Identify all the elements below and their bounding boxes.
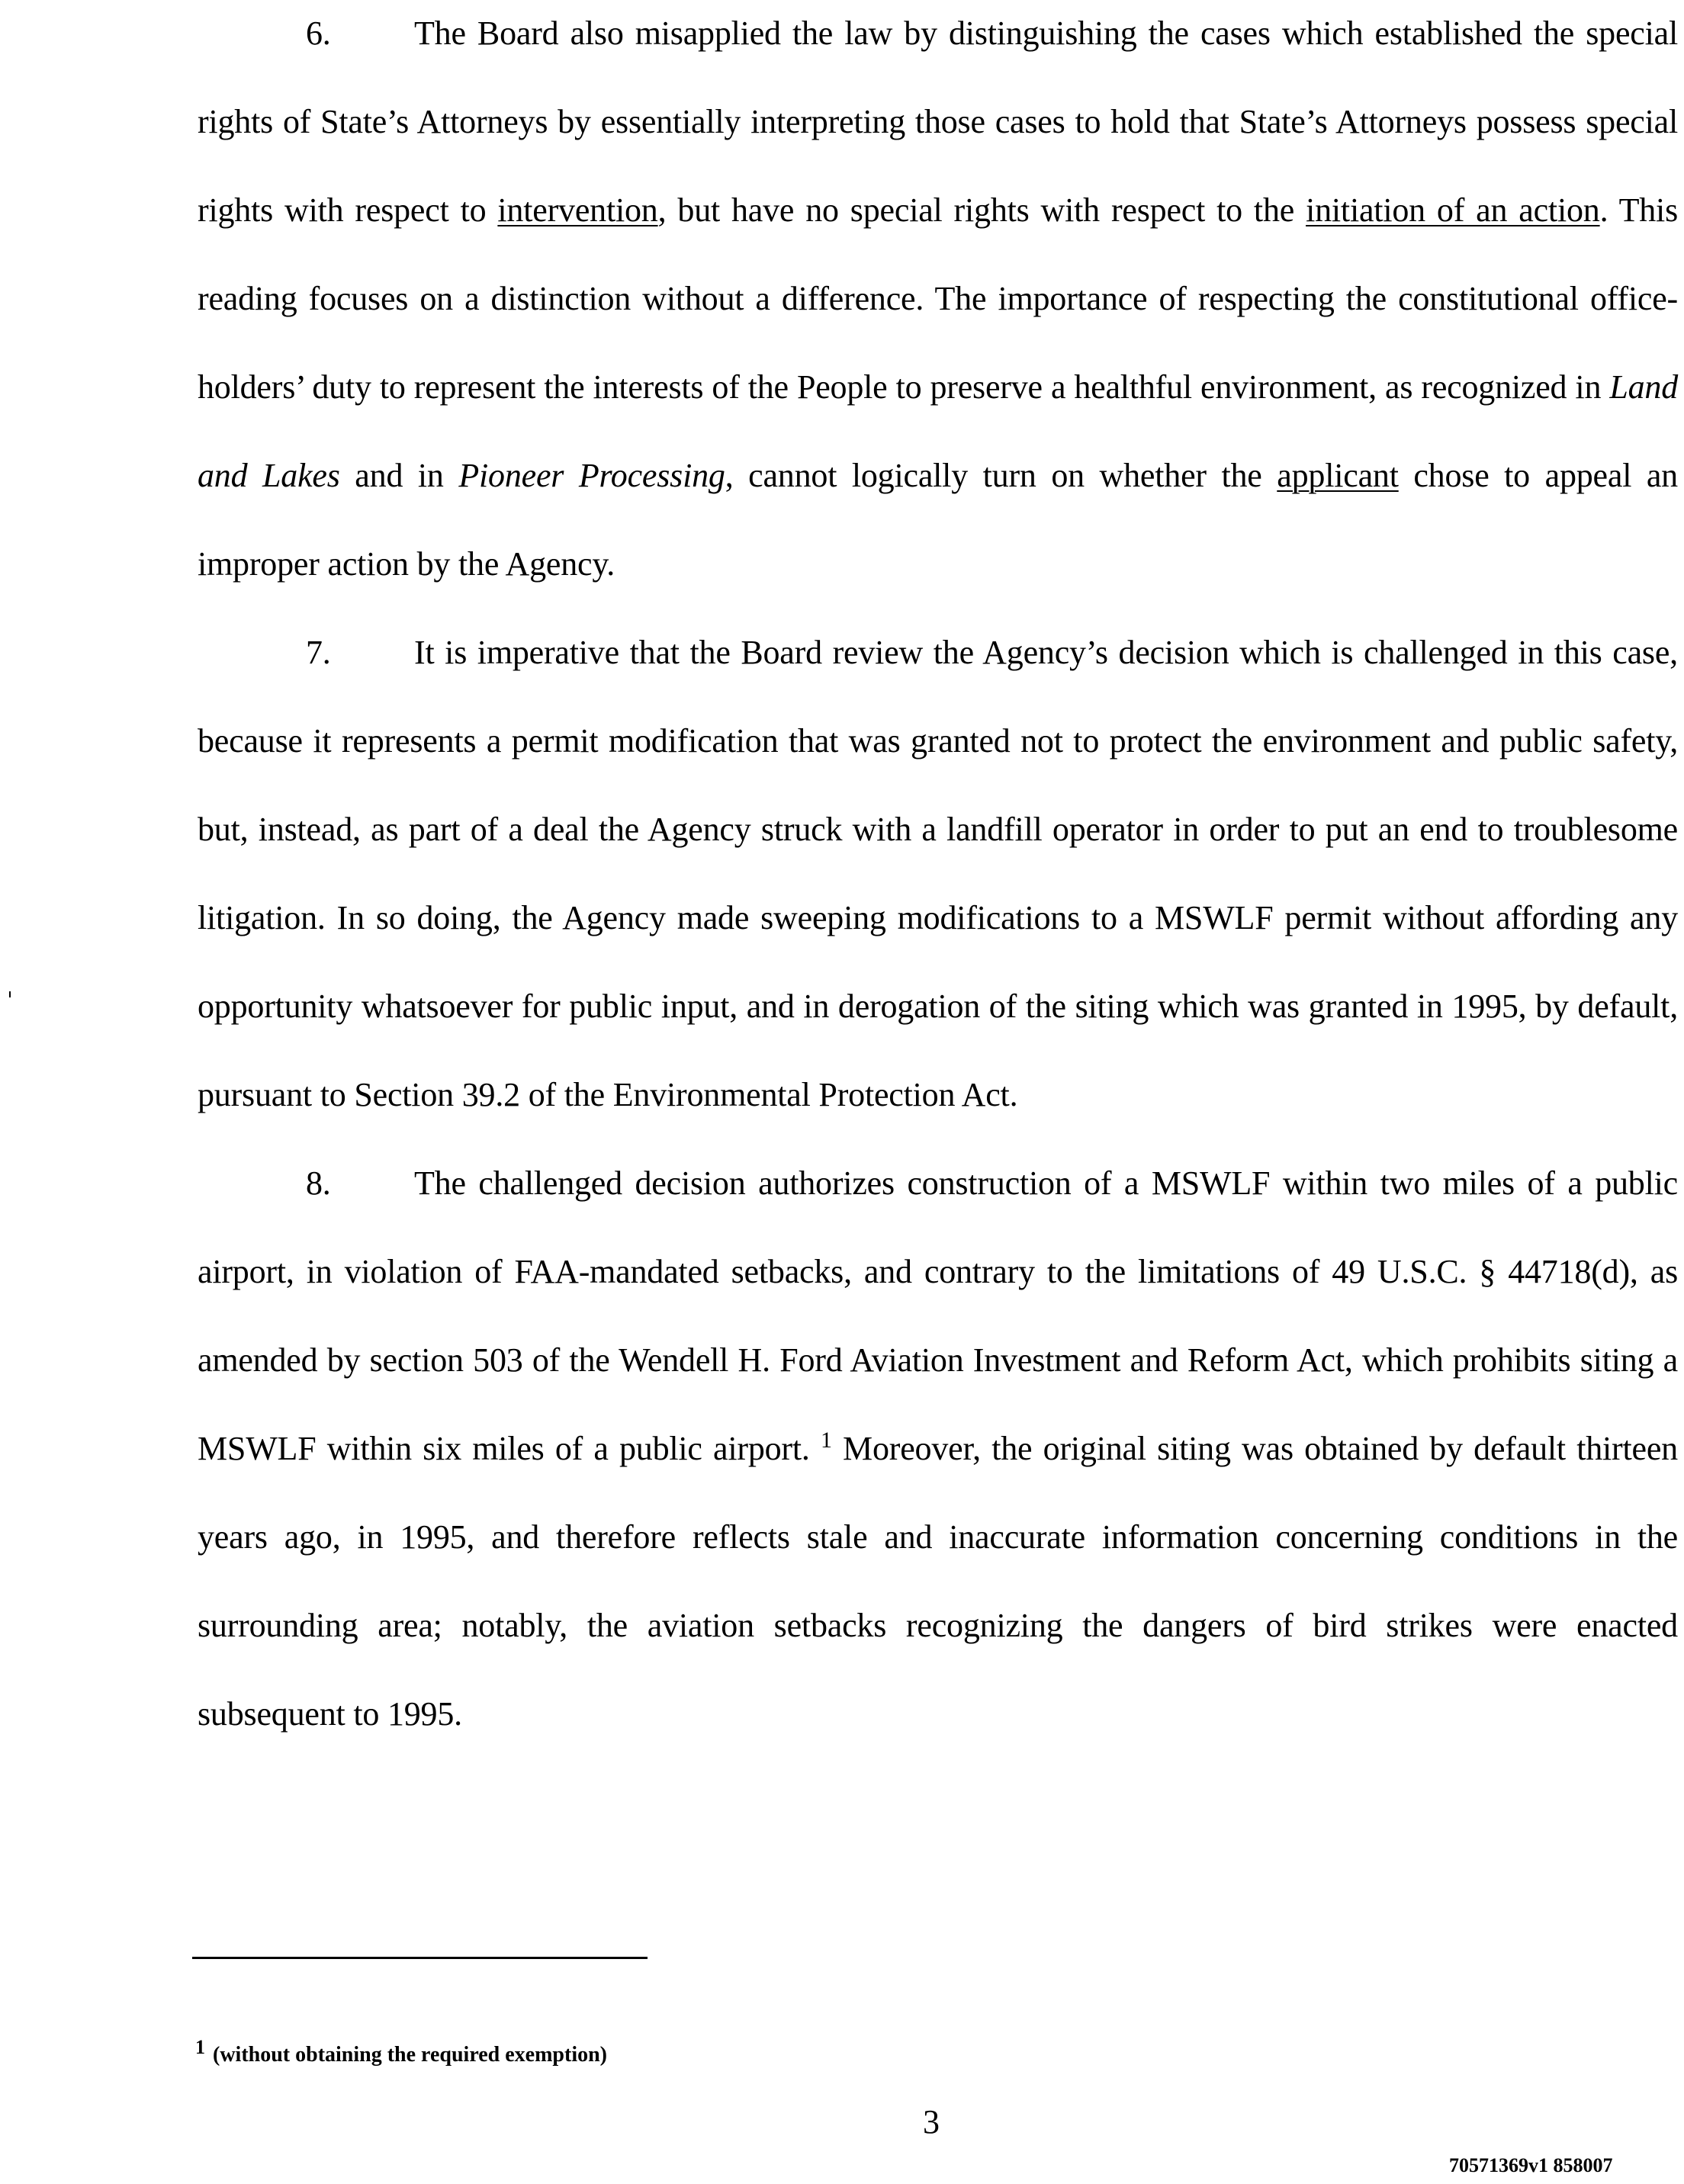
paragraph-6 bbox=[198, 0, 1678, 609]
margin-mark bbox=[9, 991, 11, 997]
paragraph-8 bbox=[198, 1139, 1678, 1758]
text-run: , but have no special rights with respect to the bbox=[657, 191, 1306, 229]
underlined-term: initiation of an action bbox=[1306, 191, 1600, 229]
text-run: It is imperative that the Board review the Agency’s decision which is challenged in this case, because it represents a permit modification that was granted not to protect the environment and public safety, but, instead, as part of a deal the Agency struck with a landfill operator in order to put an end to troublesome litigation. In so doing, the Agency made sweeping modifications to a MSWLF permit without affording any opportunity whatsoever for public input, and in derogation of the siting which was granted in 1995, by default, pursuant to Section 39.2 of the Environmental Protection Act. bbox=[198, 634, 1678, 1113]
paragraph-number: 8. bbox=[306, 1164, 331, 1202]
text-run: The challenged decision authorizes construction of a MSWLF within two miles of a public airport, in violation of FAA-mandated setbacks, and contrary to the limitations of 49 U.S.C. § 44718(d), as amended by section 503 of the Wendell H. Ford Aviation Investment and Reform Act, which prohibits siting a MSWLF within six miles of a public airport. bbox=[198, 1164, 1678, 1467]
case-name: Pioneer Processing bbox=[458, 457, 725, 494]
text-run: and in bbox=[339, 457, 459, 494]
document-id: 70571369v1 858007 bbox=[1449, 2154, 1613, 2176]
underlined-term: intervention bbox=[497, 191, 658, 229]
case-name: Land and Lakes bbox=[198, 368, 1678, 494]
paragraph-number: 6. bbox=[306, 14, 331, 52]
footnote-mark: 1 bbox=[195, 2036, 205, 2058]
paragraph-number: 7. bbox=[306, 634, 331, 671]
paragraph-7 bbox=[198, 609, 1678, 1139]
underlined-term: applicant bbox=[1277, 457, 1399, 494]
footnote-text: (without obtaining the required exemption) bbox=[213, 2043, 607, 2067]
text-run: The Board also misapplied the law by distinguishing the cases which established the special rights of State’s Attorneys by essentially interpreting those cases to hold that State’s Attorneys possess special rights with respect to bbox=[198, 14, 1678, 229]
text-run: chose to appeal an improper action by the Agency. bbox=[198, 457, 1678, 583]
footnote-separator bbox=[192, 1957, 648, 1959]
text-run: Moreover, the original siting was obtained by default thirteen years ago, in 1995, and therefore reflects stale and inaccurate information concerning conditions in the surrounding area; notably, the aviation setbacks recognizing the dangers of bird strikes were enacted subsequent to 1995. bbox=[198, 1430, 1678, 1733]
footnote-reference: 1 bbox=[820, 1428, 832, 1453]
text-run: . This reading focuses on a distinction without a difference. The importance of respecting the constitutional office-holders’ duty to represent the interests of the People to preserve a healthful environment, as recognized in bbox=[198, 191, 1679, 406]
footnote bbox=[195, 2032, 607, 2070]
text-run: , cannot logically turn on whether the bbox=[725, 457, 1277, 494]
page-number: 3 bbox=[923, 2103, 940, 2141]
body-text bbox=[198, 0, 1678, 1758]
